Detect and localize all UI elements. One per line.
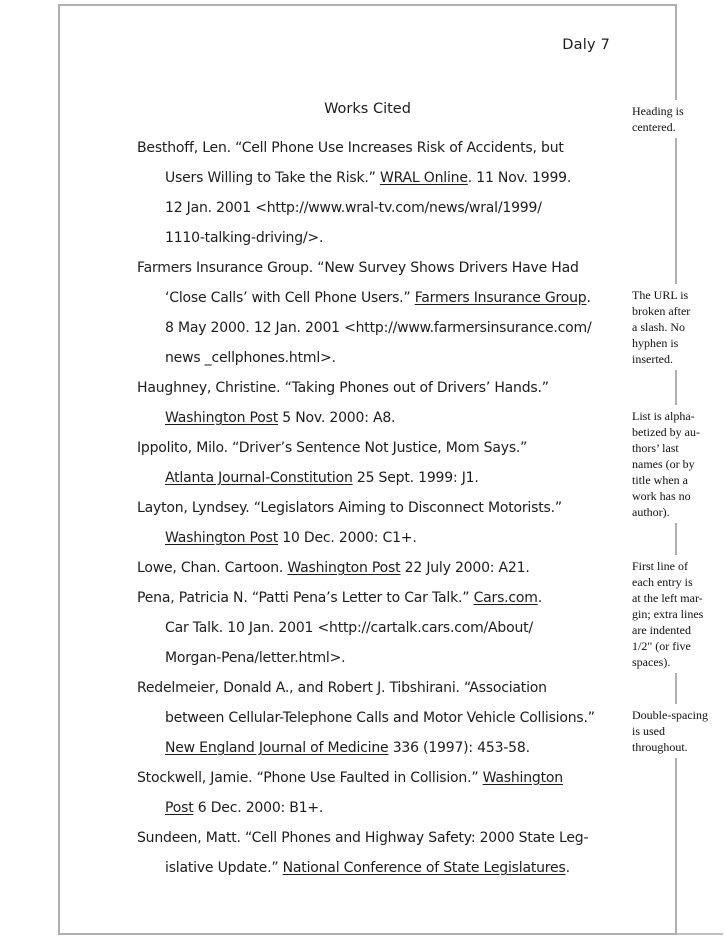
citation-line <box>137 313 642 343</box>
margin-note-line: hyphen is <box>632 336 679 350</box>
citation-line <box>137 163 642 193</box>
citation-entry <box>137 493 642 553</box>
citation-entry <box>137 433 642 493</box>
cited-work-title: Washington Post <box>165 530 279 546</box>
citation-text: Lowe, Chan. Cartoon. <box>137 560 288 576</box>
citation-text: Haughney, Christine. “Taking Phones out of Drivers’ Hands.” <box>137 380 549 396</box>
citation-text: news _cellphones.html>. <box>165 350 336 366</box>
citation-text: Sundeen, Matt. “Cell Phones and Highway Safety: 2000 State Leg- <box>137 830 589 846</box>
margin-note-line: spaces). <box>632 655 671 669</box>
citation-line <box>137 223 642 253</box>
citation-entry <box>137 553 642 583</box>
margin-note-line: names (or by <box>632 457 695 471</box>
citation-line <box>137 613 642 643</box>
citation-line <box>137 463 642 493</box>
citation-text: ‘Close Calls’ with Cell Phone Users.” <box>165 290 415 306</box>
citation-text: Car Talk. 10 Jan. 2001 <http://cartalk.cars.com/About/ <box>165 620 533 636</box>
cited-work-title: Post <box>165 800 194 816</box>
citation-line <box>137 643 642 673</box>
cited-work-title: Atlanta Journal-Constitution <box>165 470 353 486</box>
citation-entry <box>137 763 642 823</box>
citation-entry <box>137 253 642 373</box>
citation-entry <box>137 673 642 763</box>
citation-text: 10 Dec. 2000: C1+. <box>278 530 417 546</box>
citation-text: . <box>586 290 591 306</box>
margin-note-line: at the left mar- <box>632 591 703 605</box>
margin-note-line: centered. <box>632 120 676 134</box>
citation-line <box>137 283 642 313</box>
citation-text: 336 (1997): 453-58. <box>388 740 530 756</box>
citation-text: Pena, Patricia N. “Patti Pena’s Letter to Car Talk.” <box>137 590 474 606</box>
citation-text: 5 Nov. 2000: A8. <box>278 410 396 426</box>
citation-entry <box>137 373 642 433</box>
citation-text: Stockwell, Jamie. “Phone Use Faulted in Collision.” <box>137 770 483 786</box>
citation-text: . <box>537 590 542 606</box>
citation-line <box>137 733 642 763</box>
citation-text: Ippolito, Milo. “Driver’s Sentence Not Justice, Mom Says.” <box>137 440 528 456</box>
margin-note-line: work has no <box>632 489 691 503</box>
citation-text: between Cellular-Telephone Calls and Motor Vehicle Collisions.” <box>165 710 595 726</box>
citation-line <box>137 523 642 553</box>
margin-note-line: broken after <box>632 304 691 318</box>
margin-note-line: title when a <box>632 473 688 487</box>
page-border-bottom-extension <box>675 933 723 935</box>
margin-note-line: author). <box>632 505 670 519</box>
cited-work-title: WRAL Online <box>379 170 468 186</box>
margin-note-line: betized by au- <box>632 425 700 439</box>
margin-note <box>629 704 722 758</box>
margin-note <box>629 284 722 370</box>
cited-work-title: Farmers Insurance Group <box>414 290 587 306</box>
citation-line <box>137 823 642 853</box>
citation-line <box>137 493 642 523</box>
citation-line <box>137 703 642 733</box>
citation-text: Farmers Insurance Group. “New Survey Shows Drivers Have Had <box>137 260 579 276</box>
margin-note <box>629 405 722 523</box>
sample-paper-page <box>58 4 677 935</box>
cited-work-title: Cars.com <box>473 590 538 606</box>
citation-line <box>137 583 642 613</box>
citation-line <box>137 403 642 433</box>
cited-work-title: Washington Post <box>165 410 279 426</box>
citation-text: 25 Sept. 1999: J1. <box>352 470 479 486</box>
running-head: Daly 7 <box>562 37 610 53</box>
citation-text: Morgan-Pena/letter.html>. <box>165 650 346 666</box>
cited-work-title: National Conference of State Legislatures <box>282 860 566 876</box>
margin-note <box>629 555 722 673</box>
citation-line <box>137 853 642 883</box>
citation-text: islative Update.” <box>165 860 283 876</box>
citation-line <box>137 673 642 703</box>
cited-work-title: Washington <box>482 770 563 786</box>
margin-note-line: thors’ last <box>632 441 679 455</box>
margin-note-line: each entry is <box>632 575 693 589</box>
citation-entry <box>137 583 642 673</box>
citation-entry <box>137 133 642 253</box>
citation-line <box>137 133 642 163</box>
cited-work-title: Washington Post <box>287 560 401 576</box>
margin-note-line: throughout. <box>632 740 688 754</box>
citation-text: 1110-talking-driving/>. <box>165 230 324 246</box>
margin-note-line: Double-spacing <box>632 708 708 722</box>
margin-note-line: is used <box>632 724 665 738</box>
cited-work-title: New England Journal of Medicine <box>165 740 389 756</box>
margin-note-line: 1/2" (or five <box>632 639 691 653</box>
margin-note <box>629 100 722 138</box>
citation-line <box>137 253 642 283</box>
margin-note-line: are indented <box>632 623 691 637</box>
citation-line <box>137 763 642 793</box>
citation-line <box>137 553 642 583</box>
citation-text: . <box>565 860 570 876</box>
margin-note-line: gin; extra lines <box>632 607 704 621</box>
citation-text: 12 Jan. 2001 <http://www.wral-tv.com/news/wral/1999/ <box>165 200 542 216</box>
citation-line <box>137 433 642 463</box>
margin-note-line: The URL is <box>632 288 689 302</box>
citation-line <box>137 343 642 373</box>
citation-text: Besthoff, Len. “Cell Phone Use Increases Risk of Accidents, but <box>137 140 564 156</box>
citation-text: 8 May 2000. 12 Jan. 2001 <http://www.farmersinsurance.com/ <box>165 320 592 336</box>
works-cited-title: Works Cited <box>324 101 411 117</box>
citation-text: Redelmeier, Donald A., and Robert J. Tibshirani. “Association <box>137 680 547 696</box>
citation-text: Layton, Lyndsey. “Legislators Aiming to Disconnect Motorists.” <box>137 500 562 516</box>
margin-note-line: List is alpha- <box>632 409 695 423</box>
margin-note-line: Heading is <box>632 104 684 118</box>
margin-note-line: inserted. <box>632 352 673 366</box>
citation-text: 6 Dec. 2000: B1+. <box>193 800 324 816</box>
citation-line <box>137 193 642 223</box>
citation-list <box>137 133 642 883</box>
citation-line <box>137 793 642 823</box>
citation-entry <box>137 823 642 883</box>
citation-line <box>137 373 642 403</box>
citation-text: . 11 Nov. 1999. <box>467 170 572 186</box>
citation-text: 22 July 2000: A21. <box>400 560 530 576</box>
citation-text: Users Willing to Take the Risk.” <box>165 170 380 186</box>
margin-note-line: First line of <box>632 559 688 573</box>
margin-note-line: a slash. No <box>632 320 685 334</box>
